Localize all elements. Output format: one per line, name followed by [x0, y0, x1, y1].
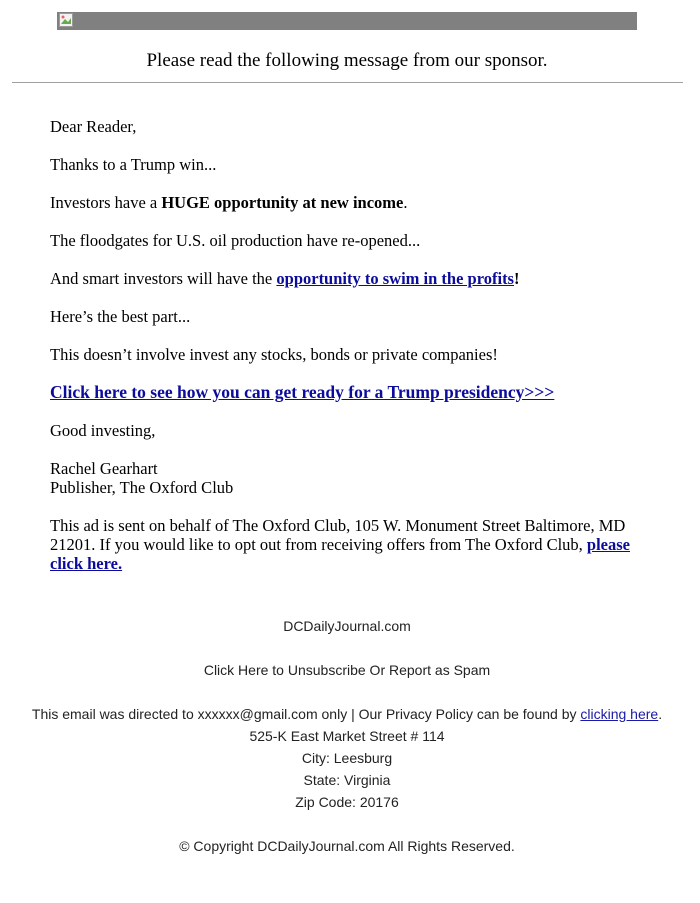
zip-code: Zip Code: 20176	[295, 794, 399, 810]
cta-line	[50, 383, 650, 402]
state: State: Virginia	[303, 772, 391, 788]
investors-line	[50, 193, 650, 212]
opt-out-link[interactable]: please click here.	[50, 535, 631, 573]
smart-investors-line	[50, 269, 650, 288]
city: City: Leesburg	[301, 750, 393, 766]
unsubscribe-link[interactable]: Click Here to Unsubscribe Or Report as Spam	[203, 662, 491, 678]
line-trump-win: Thanks to a Trump win...	[50, 155, 217, 174]
sponsor-note: Please read the following message from our sponsor.	[146, 50, 548, 71]
broken-image-icon	[59, 13, 73, 27]
trump-presidency-link[interactable]: Click here to see how you can get ready for a Trump presidency>>>	[50, 382, 555, 402]
disclaimer	[50, 516, 635, 573]
privacy-link[interactable]: clicking here	[580, 706, 659, 722]
directed-prefix: This email was directed to xxxxxx@gmail.com only | Our Privacy Policy can be found by	[31, 706, 581, 722]
sign-off: Good investing,	[50, 421, 156, 440]
author-name: Rachel Gearhart	[50, 459, 158, 478]
investors-prefix: Investors have a	[50, 193, 162, 212]
author-title: Publisher, The Oxford Club	[50, 478, 234, 497]
disclaimer-text: This ad is sent on behalf of The Oxford Club, 105 W. Monument Street Baltimore, MD 21201. If you would like to opt out from receiving offers from The Oxford Club,	[50, 516, 626, 554]
greeting: Dear Reader,	[50, 117, 137, 136]
no-stocks-line: This doesn’t involve invest any stocks, bonds or private companies!	[50, 345, 498, 364]
banner-image-placeholder	[57, 12, 637, 30]
divider	[12, 82, 683, 83]
investors-suffix: .	[403, 193, 408, 212]
copyright: © Copyright DCDailyJournal.com All Rights Reserved.	[179, 838, 515, 854]
investors-bold: HUGE opportunity at new income	[161, 193, 404, 212]
directed-suffix: .	[658, 706, 663, 722]
swim-profits-link[interactable]: opportunity to swim in the profits	[276, 269, 514, 288]
best-part-line: Here’s the best part...	[50, 307, 191, 326]
smart-prefix: And smart investors will have the	[50, 269, 277, 288]
directed-line	[0, 705, 694, 723]
floodgates-line: The floodgates for U.S. oil production have re-opened...	[50, 231, 421, 250]
street-address: 525-K East Market Street # 114	[249, 728, 445, 744]
footer-site: DCDailyJournal.com	[283, 618, 411, 634]
smart-suffix: !	[513, 269, 520, 288]
